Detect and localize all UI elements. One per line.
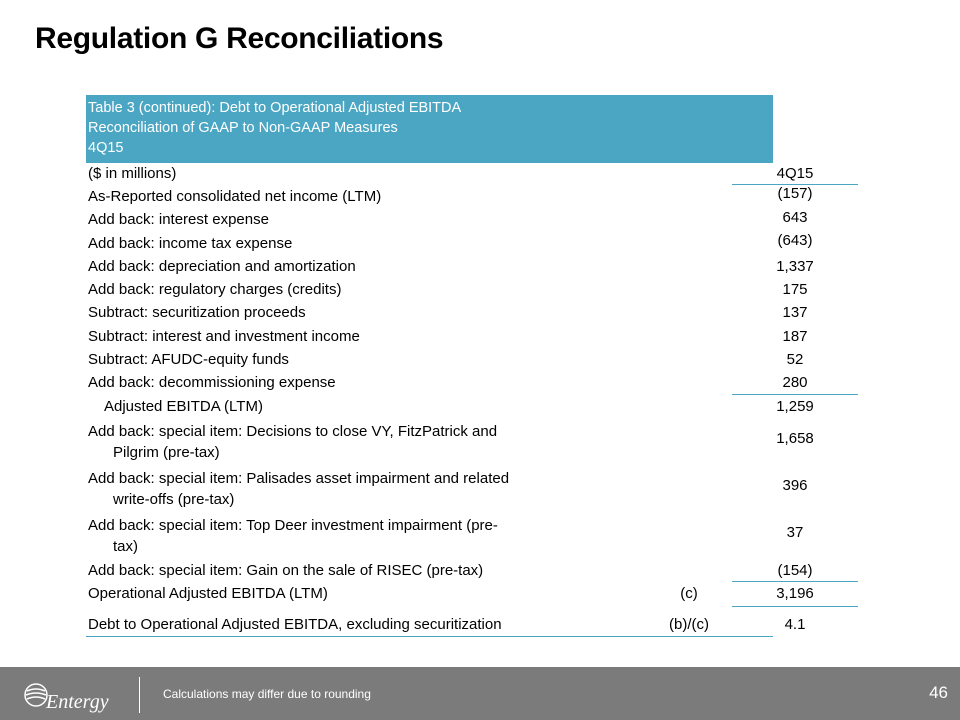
row-label: As-Reported consolidated net income (LTM) <box>88 188 382 205</box>
row-value: 396 <box>782 476 808 494</box>
row-value: 280 <box>732 371 858 394</box>
row-label-line: Add back: special item: Palisades asset impairment and related <box>88 469 510 487</box>
page-title: Regulation G Reconciliations <box>35 22 444 55</box>
row-label-line: write-offs (pre-tax) <box>113 490 235 508</box>
table-row <box>86 301 808 324</box>
row-value: (157) <box>777 185 813 202</box>
row-label: Add back: income tax expense <box>88 234 293 252</box>
table-row <box>86 512 804 559</box>
footer-divider <box>139 677 140 713</box>
footer-bar <box>0 667 960 720</box>
row-value: (154) <box>732 559 858 582</box>
row-label-line: tax) <box>113 537 139 555</box>
row-label <box>88 515 568 557</box>
row-value: 4.1 <box>784 616 806 634</box>
table-row <box>86 418 814 465</box>
units-label: ($ in millions) <box>88 165 177 182</box>
row-reference: (c) <box>680 585 698 603</box>
logo-text: Entergy <box>46 691 109 713</box>
table-row <box>86 371 808 394</box>
table-header <box>86 95 773 163</box>
table-row <box>86 611 806 637</box>
row-value: 52 <box>786 351 804 369</box>
table-row <box>86 582 814 607</box>
row-value: 175 <box>782 281 808 299</box>
row-label-line: Pilgrim (pre-tax) <box>113 443 220 461</box>
row-value: 1,658 <box>776 429 814 447</box>
subtotal-label-wrap <box>88 398 263 415</box>
row-value: 37 <box>786 523 804 541</box>
row-label: Subtract: interest and investment income <box>88 327 360 345</box>
row-value: 3,196 <box>732 582 858 607</box>
column-header: 4Q15 <box>732 163 858 185</box>
row-value: 643 <box>782 209 808 227</box>
row-label <box>88 421 568 463</box>
row-label: Add back: depreciation and amortization <box>88 257 356 275</box>
row-value: 187 <box>782 327 808 345</box>
entergy-logo <box>22 677 132 713</box>
table-row <box>86 559 813 582</box>
row-label: Add back: decommissioning expense <box>88 374 336 392</box>
row-label: Add back: special item: Gain on the sale of RISEC (pre-tax) <box>88 561 484 579</box>
reconciliation-table <box>86 95 814 637</box>
row-label: Subtract: AFUDC-equity funds <box>88 351 289 369</box>
row-label: Subtract: securitization proceeds <box>88 304 306 322</box>
row-label <box>88 468 568 510</box>
table-row <box>86 278 808 301</box>
table-row <box>86 395 814 418</box>
row-label: Adjusted EBITDA (LTM) <box>104 397 263 415</box>
row-label: Operational Adjusted EBITDA (LTM) <box>88 585 328 603</box>
table-row <box>86 208 808 231</box>
row-label: Debt to Operational Adjusted EBITDA, excluding securitization <box>88 616 502 634</box>
table-header-title: Table 3 (continued): Debt to Operational Adjusted EBITDA <box>88 100 462 116</box>
table-header-period: 4Q15 <box>88 140 124 156</box>
table-row <box>86 231 813 255</box>
footer-note: Calculations may differ due to rounding <box>163 687 371 701</box>
row-label: Add back: regulatory charges (credits) <box>88 281 342 299</box>
table-row <box>86 255 814 278</box>
table-row <box>86 185 813 208</box>
table-row <box>86 325 808 348</box>
row-value: (643) <box>777 231 813 249</box>
row-value: 1,259 <box>776 397 814 415</box>
row-label-line: Add back: special item: Decisions to close VY, FitzPatrick and <box>88 422 498 440</box>
units-row <box>86 163 814 185</box>
table-row <box>86 348 804 371</box>
row-label-line: Add back: special item: Top Deer investment impairment (pre- <box>88 516 498 534</box>
page-number: 46 <box>929 683 948 702</box>
row-value: 1,337 <box>776 257 814 275</box>
row-label: Add back: interest expense <box>88 211 269 229</box>
row-value: 137 <box>782 304 808 322</box>
table-row <box>86 465 808 512</box>
row-reference: (b)/(c) <box>669 616 709 634</box>
table-header-subtitle: Reconciliation of GAAP to Non-GAAP Measures <box>88 120 398 136</box>
